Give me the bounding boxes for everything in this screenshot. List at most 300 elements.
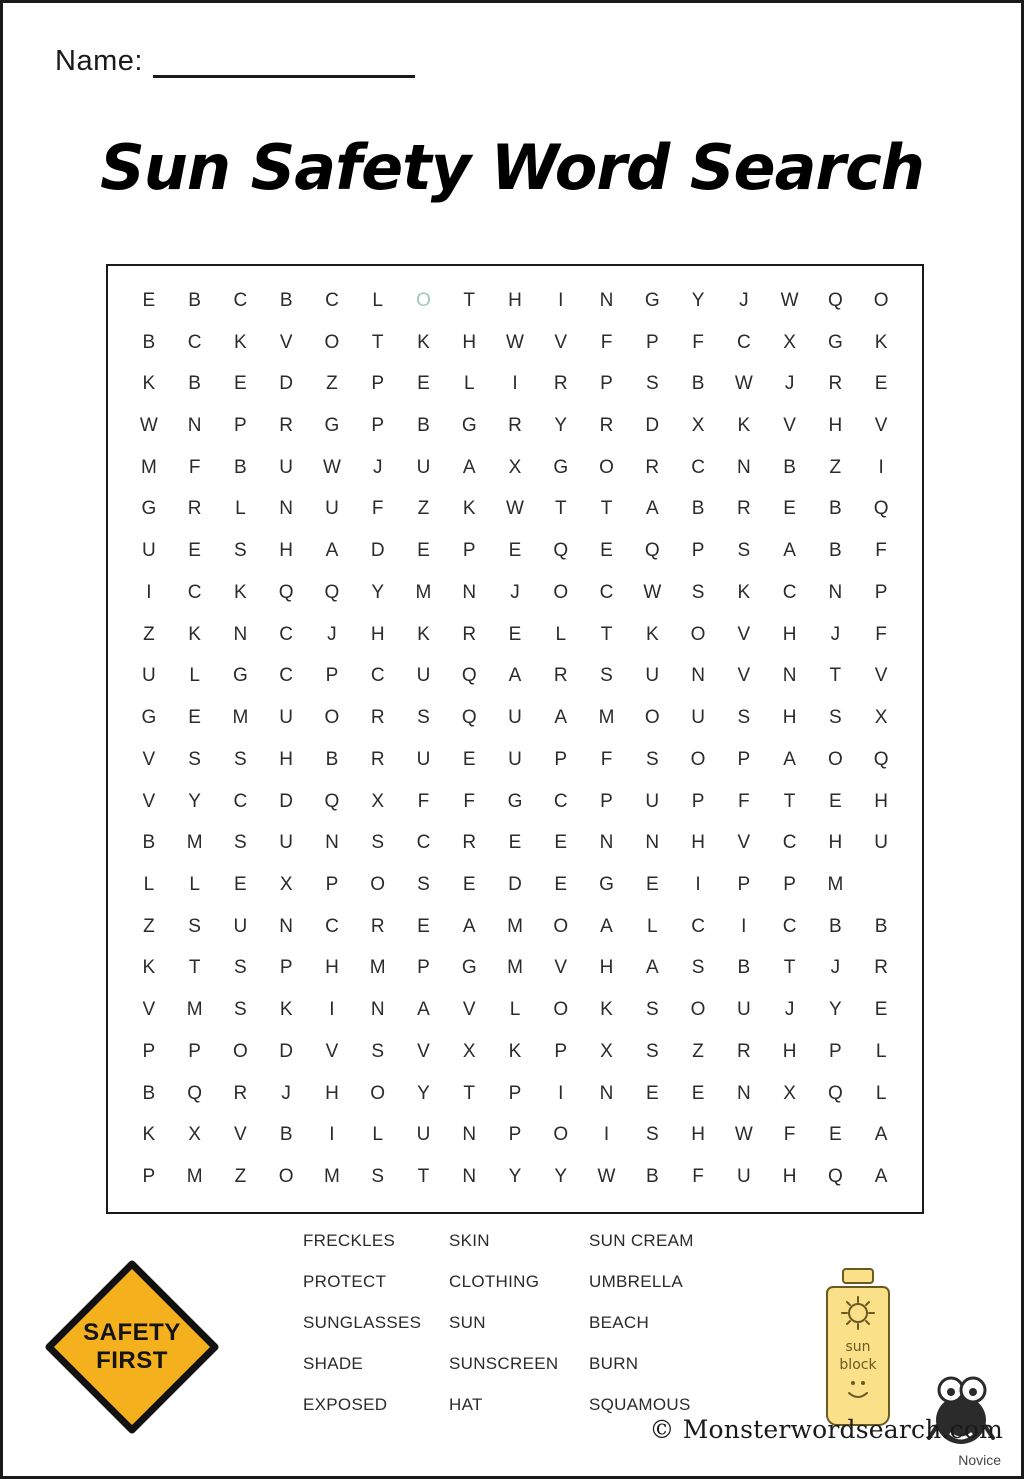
grid-cell: B	[142, 1082, 156, 1104]
grid-cell: A	[874, 1166, 888, 1188]
grid-cell: W	[780, 289, 799, 311]
grid-cell: O	[690, 999, 706, 1021]
grid-cell: Z	[143, 915, 155, 937]
grid-cell: F	[783, 1124, 796, 1146]
grid-cell: W	[139, 415, 158, 437]
grid-cell: E	[142, 289, 156, 311]
word-list-item: SUN	[449, 1313, 486, 1332]
grid-cell: Q	[873, 498, 889, 520]
grid-cell: P	[829, 1040, 842, 1062]
grid-cell: V	[737, 623, 751, 645]
grid-cell: S	[371, 1040, 385, 1062]
grid-cell: T	[600, 498, 613, 520]
grid-cell: R	[736, 498, 751, 520]
word-list-item: SQUAMOUS	[589, 1395, 691, 1414]
grid-cell: X	[691, 415, 705, 437]
grid-cell: N	[187, 415, 202, 437]
grid-cell: C	[736, 331, 751, 353]
grid-cell: G	[644, 289, 660, 311]
grid-cell: D	[370, 540, 385, 562]
grid-cell: M	[369, 957, 386, 979]
grid-cell: I	[741, 915, 747, 937]
grid-cell: G	[141, 498, 157, 520]
grid-cell: Q	[873, 748, 889, 770]
grid-cell: P	[462, 540, 476, 562]
grid-cell: S	[234, 957, 247, 979]
grid-cell: W	[506, 331, 524, 353]
grid-cell: F	[463, 790, 476, 812]
grid-cell: C	[279, 623, 294, 645]
grid-cell: J	[510, 581, 520, 603]
grid-cell: B	[737, 957, 751, 979]
grid-cell: S	[645, 1040, 659, 1062]
grid-cell: V	[142, 999, 156, 1021]
grid-cell: D	[279, 373, 294, 395]
grid-cell: B	[188, 289, 201, 311]
grid-cell: O	[324, 331, 340, 353]
grid-cell: X	[874, 707, 888, 729]
grid-cell: J	[784, 373, 795, 395]
grid-cell: T	[463, 289, 476, 311]
grid-cell: V	[554, 331, 568, 353]
grid-cell: A	[417, 999, 430, 1021]
grid-cell: L	[509, 999, 521, 1021]
grid-cell: C	[553, 790, 568, 812]
grid-cell: F	[600, 331, 613, 353]
grid-cell: O	[324, 707, 340, 729]
word-list-item: EXPOSED	[303, 1395, 388, 1414]
grid-cell: T	[829, 665, 842, 687]
grid-cell: K	[142, 1124, 156, 1146]
grid-cell: Y	[829, 999, 842, 1021]
grid-cell: N	[736, 1082, 751, 1104]
grid-cell: N	[599, 289, 614, 311]
grid-cell: F	[417, 790, 430, 812]
grid-cell: C	[782, 832, 797, 854]
word-list-item: CLOTHING	[449, 1272, 540, 1291]
word-list	[303, 1231, 863, 1415]
grid-cell: L	[875, 1040, 887, 1062]
word-list-item: HAT	[449, 1395, 483, 1414]
name-field	[55, 45, 415, 78]
grid-cell: G	[599, 874, 614, 896]
grid-cell: X	[783, 331, 796, 353]
grid-cell: G	[461, 957, 477, 979]
grid-cell: E	[554, 874, 568, 896]
grid-cell: B	[279, 1124, 293, 1146]
grid-cell: M	[186, 1166, 203, 1188]
grid-cell: S	[417, 707, 430, 729]
word-list-item: PROTECT	[303, 1272, 387, 1291]
grid-cell: F	[692, 331, 704, 353]
grid-cell: P	[691, 540, 705, 562]
grid-cell: V	[279, 331, 293, 353]
grid-cell: U	[325, 498, 339, 520]
grid-cell: Q	[278, 581, 294, 603]
grid-cell: S	[691, 957, 705, 979]
word-list-item: SUN CREAM	[589, 1231, 694, 1250]
grid-cell: X	[462, 1040, 476, 1062]
grid-cell: L	[189, 874, 200, 896]
grid-cell: P	[737, 748, 751, 770]
grid-cell: B	[829, 498, 842, 520]
grid-cell: P	[737, 874, 751, 896]
grid-cell: R	[370, 915, 385, 937]
grid-cell: N	[782, 665, 797, 687]
sign-line-1: SAFETY	[83, 1319, 181, 1347]
grid-cell: B	[874, 915, 888, 937]
grid-cell: S	[737, 540, 751, 562]
grid-cell: P	[508, 1082, 522, 1104]
grid-cell: E	[645, 1082, 659, 1104]
grid-cell: L	[143, 874, 155, 896]
grid-cell: K	[279, 999, 293, 1021]
grid-cell: B	[829, 915, 842, 937]
safety-first-sign	[43, 1258, 221, 1436]
grid-cell: I	[329, 1124, 335, 1146]
grid-cell: S	[234, 999, 247, 1021]
grid-cell: K	[737, 581, 751, 603]
grid-cell: U	[142, 540, 156, 562]
grid-cell: L	[875, 1082, 887, 1104]
grid-cell: E	[417, 915, 430, 937]
grid-cell: Q	[827, 1082, 843, 1104]
grid-cell: P	[371, 373, 385, 395]
grid-cell: U	[416, 665, 431, 687]
name-label: Name:	[55, 45, 143, 77]
grid-cell: V	[737, 832, 751, 854]
grid-cell: D	[508, 874, 522, 896]
grid-cell: K	[508, 1040, 522, 1062]
grid-cell: W	[597, 1166, 616, 1188]
word-list-item: SKIN	[449, 1231, 490, 1250]
grid-cell: U	[142, 665, 156, 687]
grid-cell: E	[508, 623, 522, 645]
grid-cell: H	[782, 1040, 797, 1062]
grid-cell: Q	[461, 707, 477, 729]
grid-cell: S	[737, 707, 751, 729]
grid-cell: B	[417, 415, 430, 437]
grid-cell: U	[416, 748, 431, 770]
grid-cell: I	[603, 1124, 610, 1146]
sunblock-tube-icon	[815, 1265, 901, 1431]
grid-cell: K	[645, 623, 659, 645]
grid-cell: U	[874, 832, 888, 854]
grid-cell: Y	[554, 1166, 568, 1188]
grid-cell: O	[644, 707, 660, 729]
grid-cell: P	[508, 1124, 522, 1146]
grid-cell: U	[416, 1124, 431, 1146]
grid-cell	[858, 864, 904, 906]
grid-cell: H	[279, 748, 294, 770]
grid-cell: B	[691, 498, 705, 520]
grid-cell: S	[645, 748, 659, 770]
svg-text:sun: sun	[845, 1339, 871, 1355]
grid-cell: I	[558, 289, 564, 311]
grid-cell: Z	[234, 1166, 247, 1188]
grid-cell: S	[600, 665, 613, 687]
grid-cell: B	[325, 748, 339, 770]
grid-cell: R	[645, 456, 660, 478]
grid-cell: T	[417, 1166, 430, 1188]
grid-cell: M	[507, 915, 523, 937]
grid-cell: O	[553, 999, 569, 1021]
grid-cell: R	[828, 373, 843, 395]
difficulty-label: Novice	[958, 1452, 1001, 1468]
grid-cell: P	[691, 790, 705, 812]
grid-cell: I	[512, 373, 518, 395]
grid-cell: B	[783, 456, 796, 478]
grid-cell: N	[370, 999, 385, 1021]
grid-cell: K	[188, 623, 201, 645]
footer-credit: © Monsterwordsearch.com	[649, 1415, 1003, 1444]
word-list-item: SUNSCREEN	[449, 1354, 559, 1373]
grid-cell: L	[555, 623, 567, 645]
grid-cell: N	[828, 581, 843, 603]
grid-cell: P	[142, 1040, 156, 1062]
grid-cell: V	[737, 665, 751, 687]
grid-cell: S	[371, 1166, 385, 1188]
grid-cell: E	[188, 540, 201, 562]
grid-cell: F	[188, 456, 201, 478]
grid-cell: D	[279, 1040, 294, 1062]
grid-cell: O	[416, 289, 431, 311]
grid-cell: B	[691, 373, 705, 395]
grid-cell: U	[416, 456, 431, 478]
grid-cell: H	[828, 415, 843, 437]
grid-cell: T	[188, 957, 201, 979]
grid-cell: X	[188, 1124, 201, 1146]
grid-cell: H	[325, 1082, 339, 1104]
grid-cell: C	[325, 289, 339, 311]
grid-cell: P	[554, 1040, 568, 1062]
grid-cell: R	[874, 957, 888, 979]
grid-cell: A	[645, 498, 659, 520]
grid-cell: J	[281, 1082, 291, 1104]
grid-cell: R	[553, 373, 568, 395]
grid-cell: M	[598, 707, 615, 729]
grid-cell: H	[782, 1166, 797, 1188]
grid-cell: P	[234, 415, 247, 437]
grid-cell: E	[417, 373, 430, 395]
grid-cell: C	[233, 289, 248, 311]
grid-cell: C	[233, 790, 248, 812]
grid-cell: C	[279, 665, 294, 687]
grid-cell: O	[599, 456, 614, 478]
grid-cell: J	[830, 623, 841, 645]
grid-cell: A	[508, 665, 522, 687]
grid-cell: O	[873, 289, 889, 311]
grid-cell: U	[645, 665, 660, 687]
grid-cell: O	[690, 748, 706, 770]
grid-cell: R	[462, 832, 477, 854]
grid-cell: M	[324, 1166, 340, 1188]
grid-cell: L	[235, 498, 246, 520]
grid-cell: J	[830, 957, 841, 979]
grid-cell: W	[322, 456, 341, 478]
grid-cell: U	[233, 915, 248, 937]
grid-cell: B	[829, 540, 842, 562]
grid-cell: V	[783, 415, 796, 437]
grid-cell: Y	[554, 415, 568, 437]
grid-cell: B	[188, 373, 201, 395]
grid-cell: S	[691, 581, 705, 603]
grid-cell: V	[874, 415, 888, 437]
grid-cell: N	[462, 1166, 477, 1188]
grid-cell: R	[462, 623, 477, 645]
grid-cell: G	[553, 456, 569, 478]
grid-cell: P	[554, 748, 568, 770]
grid-cell: N	[325, 832, 339, 854]
grid-cell: U	[736, 999, 751, 1021]
grid-cell: S	[188, 915, 201, 937]
grid-cell: A	[554, 707, 568, 729]
grid-cell: H	[462, 331, 477, 353]
grid-cell: Y	[188, 790, 201, 812]
grid-cell: K	[234, 581, 247, 603]
grid-cell: T	[554, 498, 567, 520]
grid-cell: B	[142, 832, 156, 854]
grid-cell: Z	[326, 373, 338, 395]
grid-cell: R	[279, 415, 294, 437]
grid-cell: E	[234, 874, 247, 896]
grid-cell: T	[463, 1082, 476, 1104]
grid-cell: E	[234, 373, 247, 395]
grid-cell: E	[600, 540, 613, 562]
grid-cell: A	[874, 1124, 888, 1146]
grid-cell: O	[370, 1082, 386, 1104]
word-list-item: BEACH	[589, 1313, 650, 1332]
grid-cell: B	[142, 331, 156, 353]
grid-cell: Q	[324, 790, 340, 812]
grid-cell: R	[370, 748, 385, 770]
grid-cell: G	[324, 415, 340, 437]
grid-cell: I	[558, 1082, 564, 1104]
grid-cell: P	[371, 415, 385, 437]
grid-cell: O	[553, 581, 569, 603]
grid-cell: U	[279, 707, 294, 729]
grid-cell: N	[233, 623, 248, 645]
grid-cell: G	[827, 331, 843, 353]
grid-cell: Y	[417, 1082, 430, 1104]
name-input-blank[interactable]	[153, 49, 415, 78]
word-search-grid	[106, 264, 924, 1214]
grid-cell: Q	[324, 581, 340, 603]
grid-cell: Z	[417, 498, 430, 520]
grid-cell: O	[278, 1166, 294, 1188]
grid-cell: K	[142, 957, 156, 979]
grid-cell: R	[370, 707, 385, 729]
grid-cell: F	[692, 1166, 704, 1188]
grid-cell: Y	[508, 1166, 522, 1188]
grid-cell: E	[462, 874, 476, 896]
grid-cell: H	[279, 540, 294, 562]
grid-cell: M	[827, 874, 844, 896]
grid-cell: J	[372, 456, 383, 478]
grid-cell: H	[691, 832, 705, 854]
grid-cell: P	[417, 957, 430, 979]
grid-cell: G	[233, 665, 248, 687]
grid-cell: V	[325, 1040, 339, 1062]
grid-cell: P	[874, 581, 888, 603]
grid-cell: U	[279, 832, 294, 854]
grid-cell: X	[279, 874, 293, 896]
grid-cell: K	[234, 331, 247, 353]
grid-cell: F	[738, 790, 750, 812]
grid-cell: K	[462, 498, 476, 520]
grid-cell: E	[417, 540, 430, 562]
grid-cell: N	[279, 915, 294, 937]
grid-cell: S	[234, 540, 247, 562]
grid-cell: D	[645, 415, 660, 437]
grid-cell: J	[327, 623, 337, 645]
grid-cell: O	[370, 874, 386, 896]
grid-cell: T	[600, 623, 613, 645]
grid-cell: P	[325, 665, 339, 687]
grid-cell: N	[645, 832, 660, 854]
grid-cell: T	[783, 957, 796, 979]
grid-cell: S	[645, 1124, 659, 1146]
grid-cell: P	[142, 1166, 156, 1188]
grid-cell: Y	[371, 581, 385, 603]
grid-cell: R	[187, 498, 202, 520]
grid-cell: Z	[692, 1040, 704, 1062]
grid-cell: C	[416, 832, 431, 854]
grid-cell: L	[463, 373, 475, 395]
grid-cell: P	[783, 874, 796, 896]
grid-cell: F	[600, 748, 613, 770]
grid-cell: I	[329, 999, 335, 1021]
grid-cell: Q	[553, 540, 569, 562]
grid-cell: M	[415, 581, 432, 603]
grid-cell: I	[695, 874, 701, 896]
grid-cell: J	[784, 999, 795, 1021]
grid-cell: F	[371, 498, 384, 520]
grid-cell: X	[600, 1040, 613, 1062]
grid-cell: L	[372, 1124, 383, 1146]
grid-cell: Q	[644, 540, 660, 562]
grid-cell: V	[554, 957, 568, 979]
grid-cell: B	[279, 289, 293, 311]
grid-cell: H	[325, 957, 339, 979]
grid-cell: C	[599, 581, 614, 603]
grid-cell: Z	[143, 623, 155, 645]
grid-cell: P	[600, 790, 613, 812]
grid-cell: G	[461, 415, 477, 437]
grid-cell: K	[737, 415, 751, 437]
grid-cell: H	[874, 790, 888, 812]
grid-cell: D	[279, 790, 294, 812]
grid-cell: U	[279, 456, 294, 478]
grid-cell: L	[647, 915, 658, 937]
grid-cell: U	[645, 790, 660, 812]
grid-cell: Y	[691, 289, 705, 311]
grid-cell: N	[462, 1124, 477, 1146]
grid-cell: O	[233, 1040, 248, 1062]
grid-cell: V	[142, 790, 156, 812]
grid-cell: R	[599, 415, 614, 437]
grid-cell: V	[234, 1124, 247, 1146]
grid-cell: N	[462, 581, 477, 603]
grid-cell: O	[553, 915, 569, 937]
grid-cell: V	[417, 1040, 430, 1062]
grid-cell: A	[462, 915, 476, 937]
grid-cell: E	[188, 707, 201, 729]
grid-cell: I	[146, 581, 152, 603]
grid-cell: U	[508, 707, 522, 729]
grid-cell: N	[691, 665, 705, 687]
grid-cell: V	[874, 665, 888, 687]
